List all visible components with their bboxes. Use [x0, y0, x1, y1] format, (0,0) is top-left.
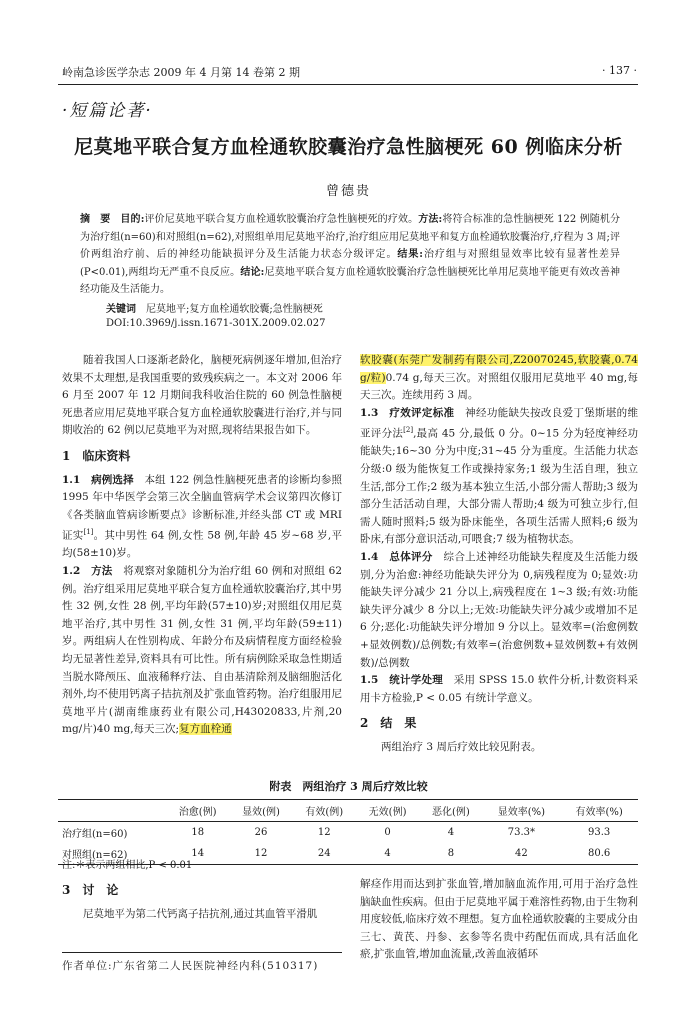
highlighted-text-continued[interactable]: 软胶囊(东莞广发制药有限公司,Z20070245,软胶囊,0.74 g/粒) — [360, 354, 638, 384]
section-1-2 — [62, 563, 342, 739]
aim-label: 目的: — [120, 214, 145, 225]
conclusion-label: 结论: — [240, 266, 265, 278]
table-cell: 4 — [356, 843, 419, 865]
table-cell: 26 — [254, 827, 268, 838]
section-1-2-text: 将观察对象随机分为治疗组 60 例和对照组 62 例。治疗组采用尼莫地平联合复方血栓通软胶囊治疗,其中男性 32 例,女性 28 例,平均年龄(57±10)岁;对照组仅用尼莫地平治疗,其中男性 31 例,女性 31 例,平均年龄(59±11)岁。两组病人在性别构成、年龄分布及病情程度方面经检验均无显著性差异,资料具有可比性。所有病例除采取急性期适当脱水降颅压、血液稀释疗法、自由基清除剂及脑细胞活化剂外,均不使用钙离子拮抗剂及扩张血管药物。治疗组服用尼莫地平片(湖南维康药业有限公司,H43020833,片剂,20 mg/片)40 mg,每天三次; — [62, 565, 343, 736]
table-header-cell — [58, 800, 166, 822]
section-1-4 — [360, 549, 638, 672]
section-1-3-text-a: 神经功能缺失按改良爱丁堡斯堪的维亚评分法 — [360, 406, 638, 440]
column-tag: ·短篇论著· — [62, 101, 153, 121]
section-1-1-text-a: 本组 122 例急性脑梗死患者的诊断均参照 1995 年中华医学会第三次全脑血管病学术会议第四次修订《各类脑血管病诊断要点》诊断标准,并经头部 CT 或 MRI 证实 — [62, 473, 343, 542]
continued-paragraph — [360, 352, 638, 405]
body-left-column — [62, 352, 342, 739]
table-header-cell: 恶化(例) — [419, 800, 482, 822]
section-1-3-heading: 1.3 疗效评定标准 — [360, 406, 455, 419]
section-2-heading: 2 结 果 — [360, 716, 417, 731]
table-cell: 14 — [166, 843, 229, 865]
table-cell: 12 — [229, 843, 292, 865]
author: 曾德贵 — [325, 184, 371, 199]
page-number: · 137 · — [602, 64, 637, 77]
header-rule — [58, 84, 638, 85]
section-1-3 — [360, 405, 638, 549]
section-1-4-text: 综合上述神经功能缺失程度及生活能力级别,分为治愈:神经功能缺失评分为 0,病残程度为 0;显效:功能缺失评分减少 21 分以上,病残程度在 1~3 级;有效:功能缺失评分减少 8 分以上;无效:功能缺失评分减少或增加不足 6 分;恶化:功能缺失评分增加 9 分以上。显效率=(治愈例数+显效例数)/总例数;有效率=(治愈例数+显效例数+有效例数)/总例数 — [360, 551, 638, 669]
table-cell: 73.3* — [507, 827, 535, 838]
keywords-label: 关键词 — [106, 304, 136, 315]
table-header-cell: 有效率(%) — [560, 800, 638, 822]
section-1-1-text-b: 。其中男性 64 例,女性 58 例,年龄 45 岁~68 岁,平均(58±10)岁。 — [62, 529, 342, 560]
table-cell: 12 — [317, 827, 331, 838]
table-cell: 80.6 — [560, 843, 638, 865]
table-header-cell: 无效(例) — [356, 800, 419, 822]
table-header-cell: 治愈(例) — [166, 800, 229, 822]
reference-1[interactable]: [1] — [83, 528, 94, 537]
discussion-right-text: 解痉作用而达到扩张血管,增加脑血流作用,可用于治疗急性脑缺血性疾病。但由于尼莫地平属于难溶性药物,由于生物利用度较低,临床疗效不理想。复方血栓通软胶囊的主要成分由三七、黄芪、丹参、玄参等名贵中药配伍而成,具有活血化瘀,扩张血管,增加血流量,改善血液循环 — [360, 878, 638, 961]
section-1-2-heading: 1.2 方法 — [62, 565, 113, 578]
abstract-result: 治疗组与对照组显效率比较有显著性差异(P<0.01),两组均无严重不良反应。 — [80, 249, 621, 278]
body-right-column — [360, 352, 638, 757]
table-cell: 24 — [293, 843, 356, 865]
highlighted-text-start[interactable]: 复方血栓通 — [179, 723, 232, 736]
author-affiliation: 作者单位:广东省第二人民医院神经内科(510317) — [62, 960, 319, 972]
section-1-1 — [62, 472, 342, 563]
section-1-5 — [360, 672, 638, 707]
section-1-1-heading: 1.1 病例选择 — [62, 473, 134, 486]
table-cell: 8 — [419, 843, 482, 865]
abstract-method: 将符合标准的急性脑梗死 122 例随机分为治疗组(n=60)和对照组(n=62),对照组单用尼莫地平治疗,治疗组应用尼莫地平和复方血栓通软胶囊治疗,疗程为 3 周;评价两组治疗前、后的神经功能缺损评分及生活能力状态分级评定。 — [80, 214, 620, 260]
section-1-3-text-b: ,最高 45 分,最低 0 分。0~15 分为轻度神经功能缺失;16~30 分为中度;31~45 分为重度。生活能力状态分级:0 级为能恢复工作或操持家务;1 级为生活自理，独立生活,部分工作;2 级为基本独立生活,小部分需人帮助;3 级为部分生活活动自理，大部分需人帮助;4 级为可独立步行,但需人随时照料;5 级为卧床能坐，各项生活需人照料;6 级为卧床,有部分意识活动,可喂食;7 级为植物状态。 — [360, 427, 638, 546]
table-cell: 治疗组(n=60) — [62, 829, 128, 840]
keywords — [106, 300, 323, 315]
journal-header: 岭南急诊医学杂志 2009 年 4 月第 14 卷第 2 期 — [62, 66, 300, 79]
keywords-text: 尼莫地平;复方血栓通软胶囊;急性脑梗死 — [146, 304, 323, 315]
section-1-5-heading: 1.5 统计学处理 — [360, 674, 444, 687]
section-1-heading: 1 临床资料 — [62, 448, 131, 463]
table-cell: 93.3 — [587, 827, 611, 838]
table-cell: 42 — [483, 843, 561, 865]
section-3-heading: 3 讨 论 — [62, 883, 119, 897]
abstract — [80, 211, 620, 299]
table-cell: 0 — [384, 827, 391, 838]
table-header-cell: 显效率(%) — [483, 800, 561, 822]
table-header-cell: 显效(例) — [229, 800, 292, 822]
intro-paragraph: 随着我国人口逐渐老龄化，脑梗死病例逐年增加,但治疗效果不太理想,是我国重要的致残疾病之一。本文对 2006 年 6 月至 2007 年 12 月期间我科收治住院的 60 例急性脑梗死患者应用尼莫地平联合复方血栓通软胶囊进行治疗,并与同期收治的 62 例以尼莫地平为对照,现将结果报告如下。 — [62, 354, 342, 437]
footnote-rule — [62, 952, 342, 953]
abstract-aim: 评价尼莫地平联合复方血栓通软胶囊治疗急性脑梗死的疗效。 — [144, 214, 419, 225]
discussion-right — [360, 876, 638, 964]
table-row — [58, 822, 638, 844]
table-header-cell: 有效(例) — [293, 800, 356, 822]
result-label: 结果: — [397, 249, 423, 260]
section-1-5-text: 采用 SPSS 15.0 软件分析,计数资料采用卡方检验,P < 0.05 有统计学意义。 — [360, 674, 638, 704]
table-cell: 4 — [447, 827, 455, 838]
abstract-label: 摘 要 — [80, 214, 111, 225]
table-caption: 附表 两组治疗 3 周后疗效比较 — [269, 780, 428, 793]
reference-2[interactable]: [2] — [403, 426, 414, 435]
section-2-text: 两组治疗 3 周后疗效比较见附表。 — [381, 740, 542, 753]
table-cell: 对照组(n=62) — [58, 843, 166, 865]
table-cell: 18 — [191, 827, 205, 838]
doi[interactable]: DOI:10.3969/j.issn.1671-301X.2009.02.027 — [106, 318, 326, 329]
table-header-row — [58, 800, 638, 822]
table-note: 注:＊表示两组相比,P < 0.01 — [62, 860, 193, 871]
article-title: 尼莫地平联合复方血栓通软胶囊治疗急性脑梗死 60 例临床分析 — [74, 136, 623, 158]
method-label: 方法: — [418, 214, 443, 225]
section-1-4-heading: 1.4 总体评分 — [360, 551, 433, 564]
continued-text: 0.74 g,每天三次。对照组仅服用尼莫地平 40 mg,每天三次。连续用药 3 周。 — [360, 371, 639, 402]
discussion-left-text: 尼莫地平为第二代钙离子拮抗剂,通过其血管平滑肌 — [83, 907, 318, 920]
discussion-left — [62, 882, 342, 923]
abstract-conclusion: 尼莫地平联合复方血栓通软胶囊治疗急性脑梗死比单用尼莫地平能更有效改善神经功能及生活能力。 — [80, 266, 620, 295]
